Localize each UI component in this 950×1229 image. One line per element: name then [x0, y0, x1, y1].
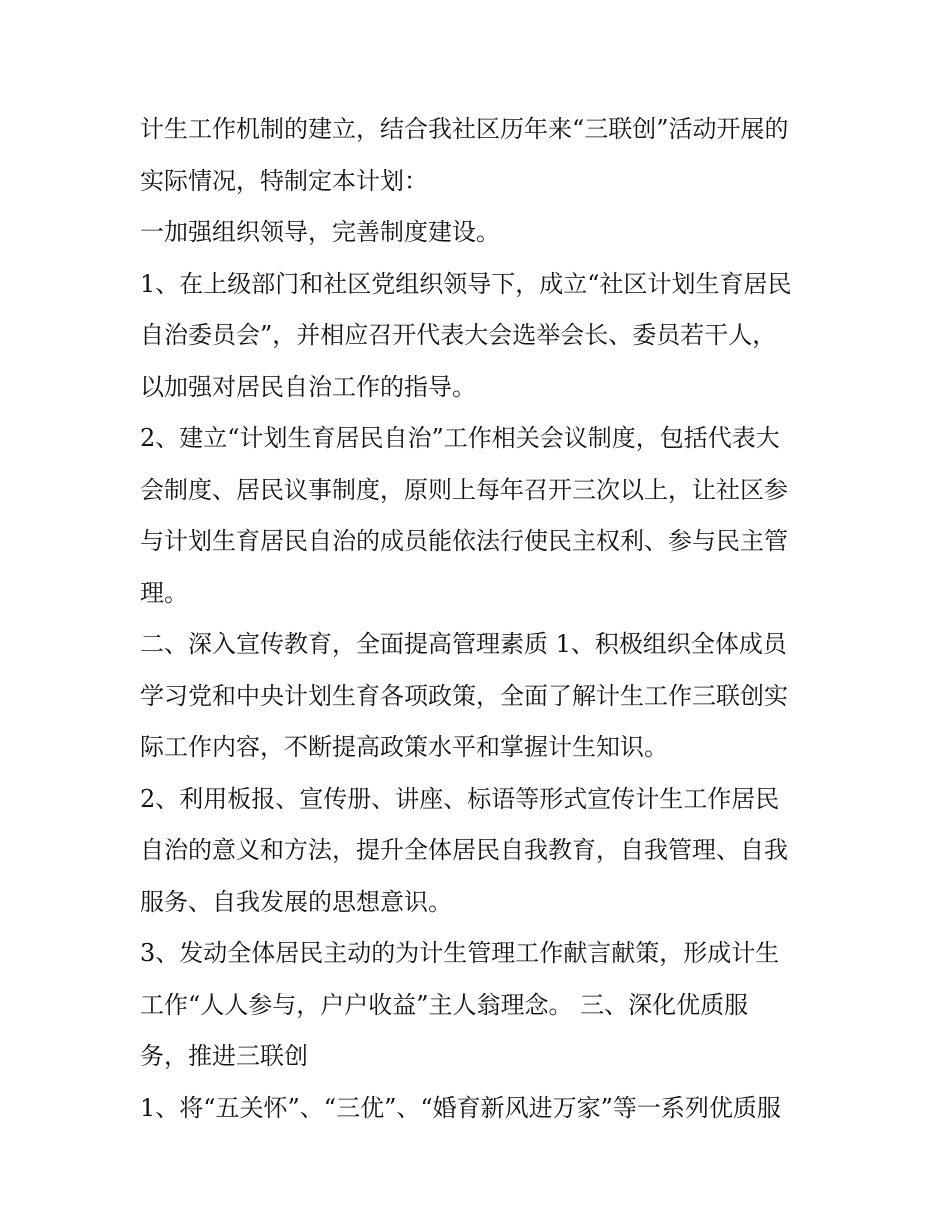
text-line: 与计划生育居民自治的成员能依法行使民主权利、参与民主管	[140, 527, 788, 555]
text-line: 2、建立“计划生育居民自治”工作相关会议制度，包括代表大	[140, 424, 780, 452]
text-line: 工作“人人参与，户户收益”主人翁理念。 三、深化优质服	[140, 990, 749, 1019]
text-line: 学习党和中央计划生育各项政策，全面了解计生工作三联创实	[140, 681, 788, 710]
text-line: 自治委员会”，并相应召开代表大会选举会长、委员若干人，	[140, 321, 777, 349]
section-heading: 二、深入宣传教育，全面提高管理素质 1、积极组织全体成员	[140, 630, 787, 658]
text-line: 以加强对居民自治工作的指导。	[140, 372, 476, 401]
text-line: 1、在上级部门和社区党组织领导下，成立“社区计划生育居民	[140, 269, 792, 298]
text-line: 际工作内容，不断提高政策水平和掌握计生知识。	[140, 733, 668, 761]
text-line: 自治的意义和方法，提升全体居民自我教育，自我管理、自我	[140, 836, 788, 864]
text-line: 实际情况，特制定本计划：	[140, 166, 428, 195]
text-line: 理。	[140, 578, 188, 607]
text-line: 1、将“五关怀”、“三优”、“婚育新风进万家”等一系列优质服	[140, 1093, 781, 1122]
text-line: 2、利用板报、宣传册、讲座、标语等形式宣传计生工作居民	[140, 784, 780, 813]
section-heading: 一加强组织领导，完善制度建设。	[140, 218, 500, 246]
text-line: 会制度、居民议事制度，原则上每年召开三次以上，让社区参	[140, 475, 788, 504]
document-body	[140, 104, 820, 1134]
text-line: 务，推进三联创	[140, 1042, 308, 1070]
text-line: 计生工作机制的建立，结合我社区历年来“三联创”活动开展的	[140, 115, 789, 143]
text-line: 服务、自我发展的思想意识。	[140, 887, 452, 916]
text-line: 3、发动全体居民主动的为计生管理工作献言献策，形成计生	[140, 939, 780, 967]
